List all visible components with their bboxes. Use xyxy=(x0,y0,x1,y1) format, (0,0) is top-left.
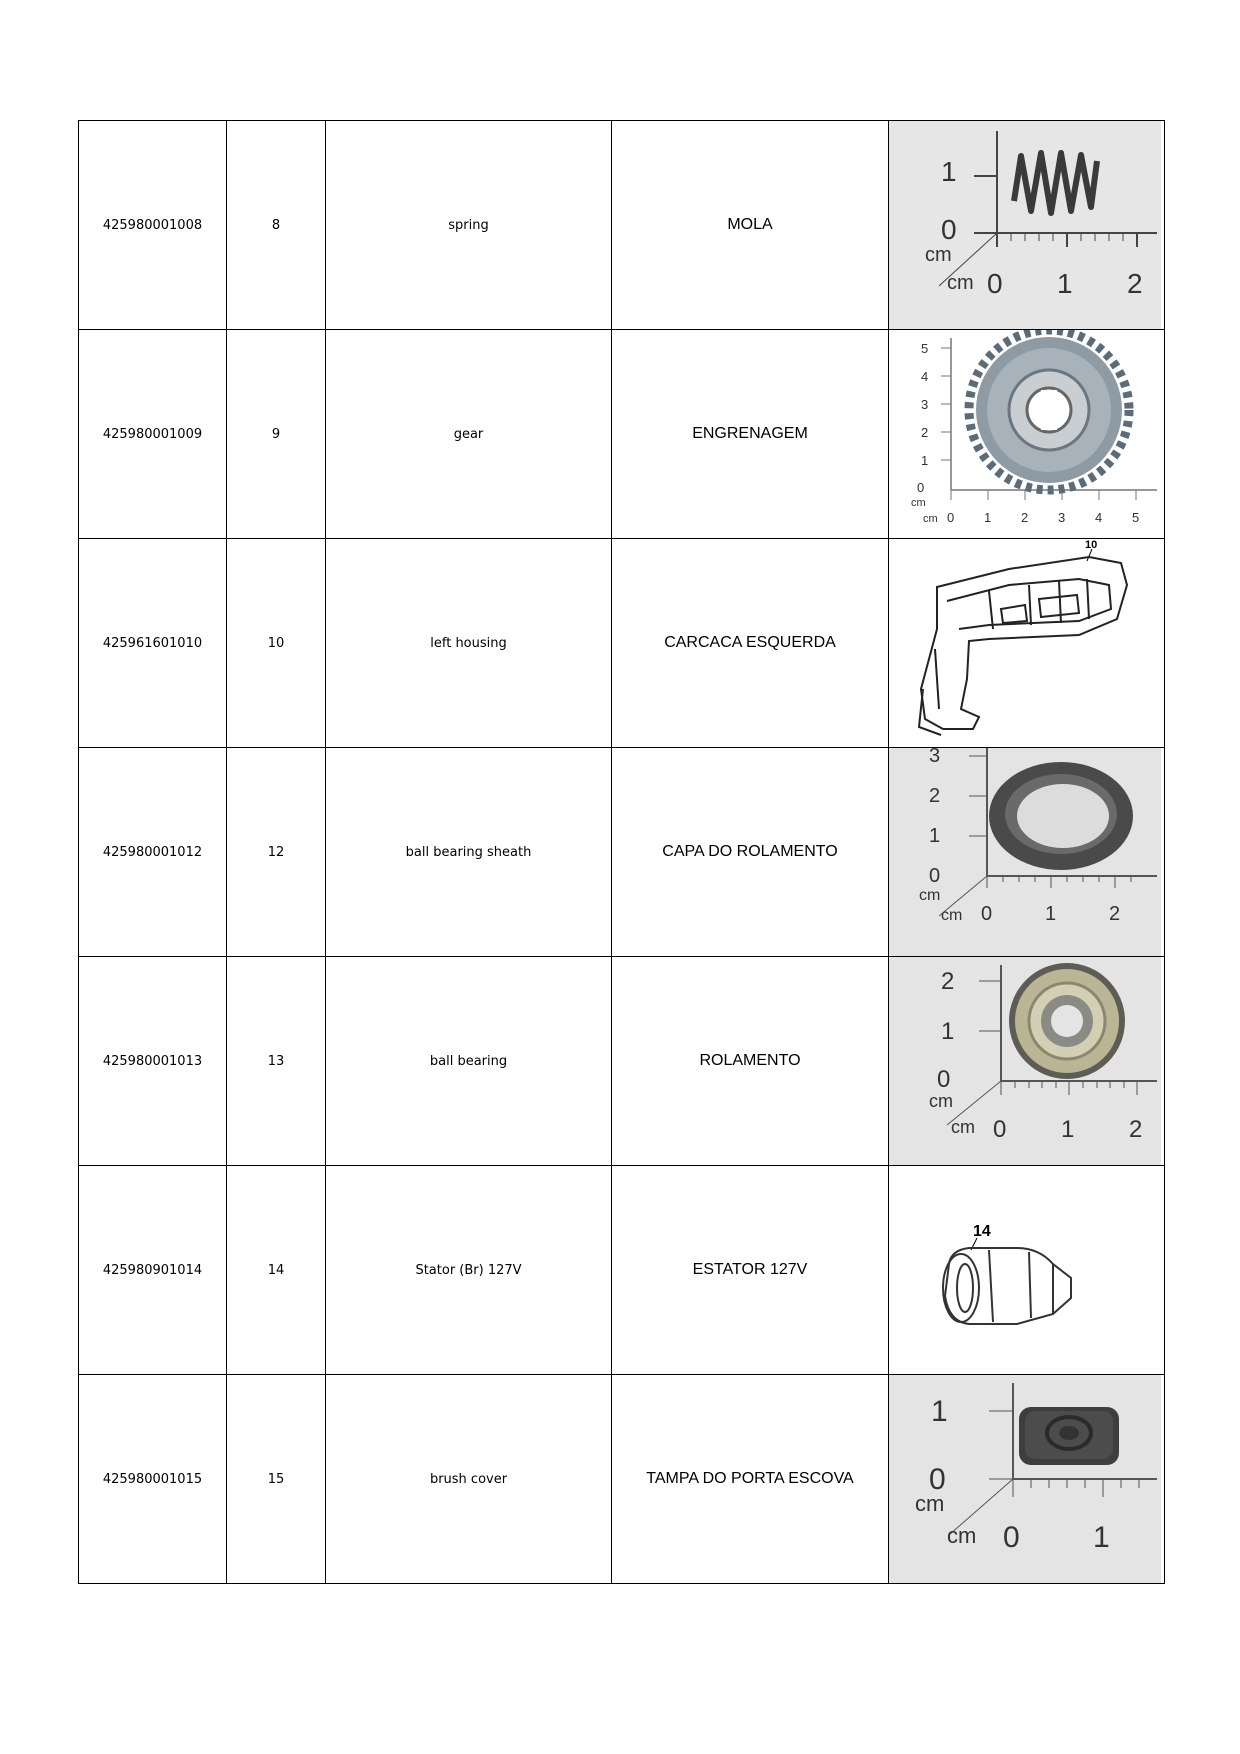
scale-tick: 1 xyxy=(1057,268,1073,299)
description-en: ball bearing xyxy=(326,957,612,1166)
brush-cover-part xyxy=(1019,1407,1119,1465)
scale-unit: cm xyxy=(947,272,974,294)
part-image xyxy=(889,330,1165,539)
scale-unit: cm xyxy=(929,1091,953,1111)
item-number: 13 xyxy=(227,957,326,1166)
scale-tick: 0 xyxy=(917,480,925,495)
scale-tick: 2 xyxy=(921,425,929,440)
description-pt: ENGRENAGEM xyxy=(612,330,889,539)
sheath-photo xyxy=(889,748,1161,956)
callout-number: 14 xyxy=(973,1223,991,1240)
description-pt: ESTATOR 127V xyxy=(612,1166,889,1375)
scale-tick: 4 xyxy=(921,369,929,384)
scale-tick: 2 xyxy=(1109,903,1121,925)
description-en: Stator (Br) 127V xyxy=(326,1166,612,1375)
scale-tick: 2 xyxy=(929,785,941,807)
scale-tick: 1 xyxy=(929,825,941,847)
scale-tick: 1 xyxy=(1045,903,1057,925)
scale-unit: cm xyxy=(915,1491,945,1516)
scale-unit: cm xyxy=(911,497,926,509)
scale-tick: 1 xyxy=(921,453,929,468)
scale-tick: 1 xyxy=(931,1395,948,1428)
scale-tick: 2 xyxy=(1127,268,1143,299)
scale-tick: 2 xyxy=(1129,1116,1143,1143)
part-code: 425980001013 xyxy=(79,957,227,1166)
table-row xyxy=(79,748,1165,957)
table-row xyxy=(79,121,1165,330)
scale-unit: cm xyxy=(941,907,963,924)
scale-tick: 0 xyxy=(993,1116,1007,1143)
table-row xyxy=(79,1375,1165,1584)
item-number: 15 xyxy=(227,1375,326,1584)
scale-tick: 2 xyxy=(1021,510,1029,525)
stator-drawing xyxy=(889,1166,1161,1374)
description-en: brush cover xyxy=(326,1375,612,1584)
scale-tick: 5 xyxy=(1132,510,1140,525)
part-code: 425980001015 xyxy=(79,1375,227,1584)
scale-tick: 1 xyxy=(1061,1116,1075,1143)
part-code: 425961601010 xyxy=(79,539,227,748)
part-image xyxy=(889,748,1165,957)
table-row xyxy=(79,1166,1165,1375)
description-en: ball bearing sheath xyxy=(326,748,612,957)
housing-drawing xyxy=(889,539,1161,747)
scale-unit: cm xyxy=(923,513,938,525)
scale-tick: 0 xyxy=(929,1463,946,1496)
description-en: left housing xyxy=(326,539,612,748)
table-row xyxy=(79,330,1165,539)
scale-tick: 3 xyxy=(929,748,941,767)
scale-tick: 4 xyxy=(1095,510,1103,525)
scale-tick: 5 xyxy=(921,341,929,356)
scale-tick: 1 xyxy=(984,510,992,525)
bearing-photo xyxy=(889,957,1161,1165)
item-number: 9 xyxy=(227,330,326,539)
part-code: 425980901014 xyxy=(79,1166,227,1375)
scale-unit: cm xyxy=(919,887,941,904)
table-row xyxy=(79,957,1165,1166)
description-en: spring xyxy=(326,121,612,330)
scale-tick: 0 xyxy=(1003,1521,1020,1554)
description-pt: TAMPA DO PORTA ESCOVA xyxy=(612,1375,889,1584)
scale-tick: 1 xyxy=(941,156,957,187)
description-pt: MOLA xyxy=(612,121,889,330)
spring-photo xyxy=(889,121,1161,329)
scale-tick: 0 xyxy=(937,1066,951,1093)
scale-tick: 0 xyxy=(987,268,1003,299)
brush-cover-photo xyxy=(889,1375,1161,1583)
description-en: gear xyxy=(326,330,612,539)
scale-tick: 3 xyxy=(1058,510,1066,525)
part-image xyxy=(889,1166,1165,1375)
callout-number: 10 xyxy=(1085,539,1098,551)
scale-unit: cm xyxy=(925,244,952,266)
item-number: 10 xyxy=(227,539,326,748)
item-number: 14 xyxy=(227,1166,326,1375)
description-pt: CAPA DO ROLAMENTO xyxy=(612,748,889,957)
sheath-ring xyxy=(989,762,1133,870)
part-code: 425980001008 xyxy=(79,121,227,330)
part-image xyxy=(889,121,1165,330)
scale-tick: 2 xyxy=(941,968,955,995)
item-number: 12 xyxy=(227,748,326,957)
scale-tick: 0 xyxy=(981,903,993,925)
scale-unit: cm xyxy=(947,1523,977,1548)
scale-unit: cm xyxy=(951,1117,975,1137)
part-code: 425980001012 xyxy=(79,748,227,957)
table-row xyxy=(79,539,1165,748)
description-pt: ROLAMENTO xyxy=(612,957,889,1166)
parts-table xyxy=(78,120,1165,1584)
part-image xyxy=(889,1375,1165,1584)
scale-tick: 0 xyxy=(947,510,955,525)
scale-tick: 0 xyxy=(929,865,941,887)
part-image xyxy=(889,539,1165,748)
gear-photo xyxy=(889,330,1161,538)
scale-tick: 0 xyxy=(941,214,957,245)
item-number: 8 xyxy=(227,121,326,330)
scale-tick: 1 xyxy=(1093,1521,1110,1554)
bearing-part xyxy=(1009,963,1125,1079)
scale-tick: 3 xyxy=(921,397,929,412)
part-image xyxy=(889,957,1165,1166)
part-code: 425980001009 xyxy=(79,330,227,539)
description-pt: CARCACA ESQUERDA xyxy=(612,539,889,748)
scale-tick: 1 xyxy=(941,1018,955,1045)
